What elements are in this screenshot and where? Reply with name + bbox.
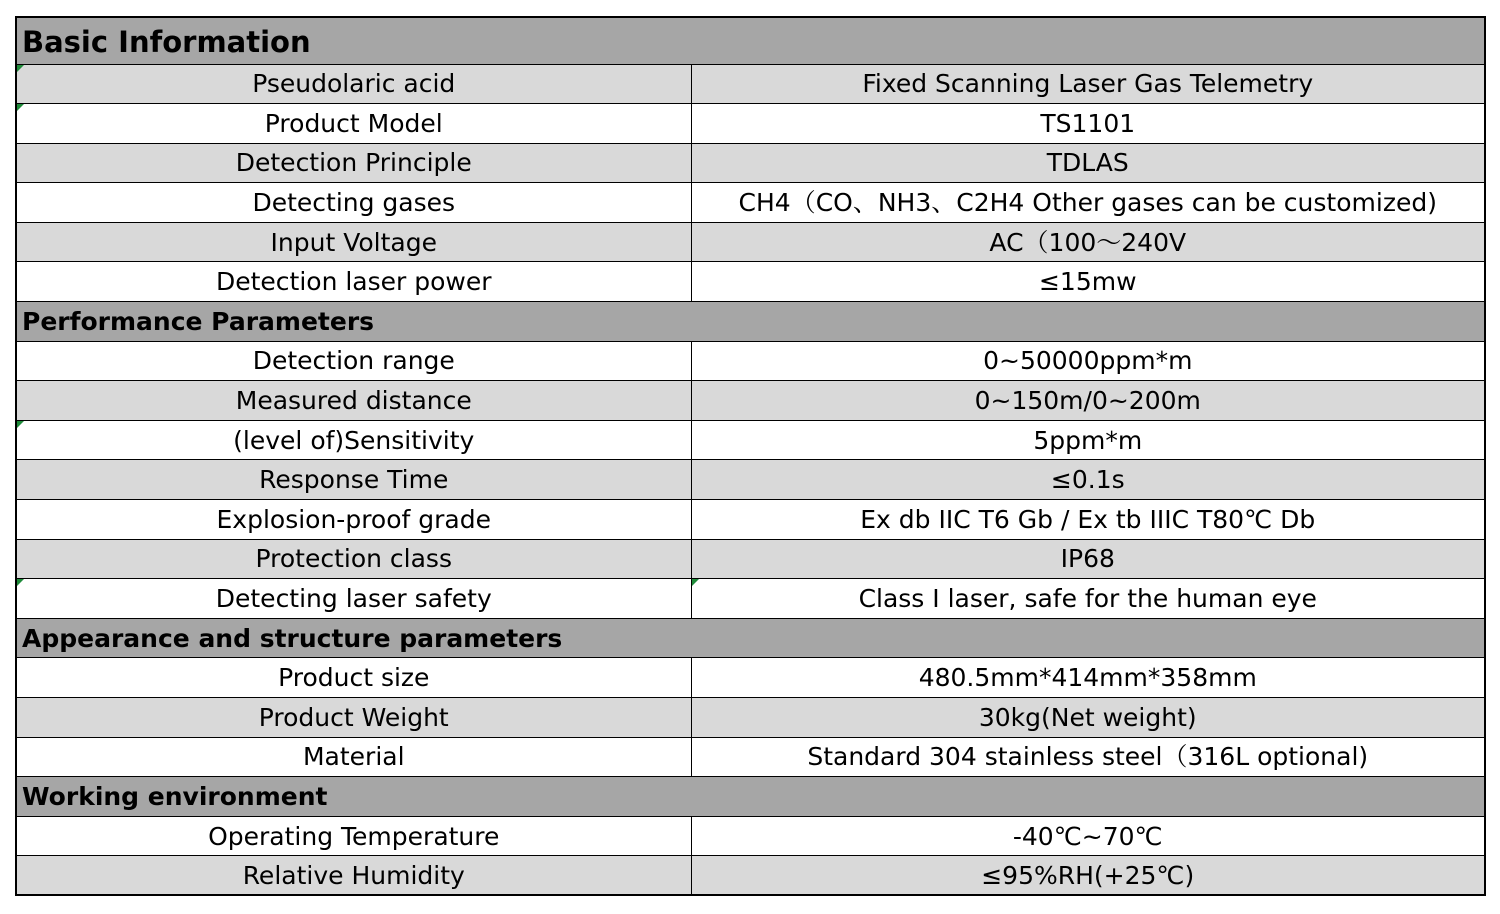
table-row [16,737,1485,777]
section-header-appearance-structure [16,618,1485,658]
row-value: ≤0.1s [691,460,1485,500]
table-row [16,143,1485,183]
row-value: ≤95%RH(+25℃) [691,856,1485,896]
section-header-basic-information [16,17,1485,64]
table-row [16,539,1485,579]
table-row [16,341,1485,381]
row-label: Operating Temperature [16,816,691,856]
table-row [16,579,1485,619]
row-label: (level of)Sensitivity [16,420,691,460]
table-row [16,460,1485,500]
row-label: Detection range [16,341,691,381]
row-value: IP68 [691,539,1485,579]
row-value: Ex db IIC T6 Gb / Ex tb IIIC T80℃ Db [691,500,1485,540]
row-label: Pseudolaric acid [16,64,691,104]
section-title: Working environment [16,777,1485,817]
row-label: Explosion-proof grade [16,500,691,540]
row-value: ≤15mw [691,262,1485,302]
row-label: Detecting gases [16,183,691,223]
row-value: TDLAS [691,143,1485,183]
row-label: Relative Humidity [16,856,691,896]
table-row [16,500,1485,540]
table-row [16,262,1485,302]
row-value: AC（100～240V [691,222,1485,262]
row-label: Detection Principle [16,143,691,183]
row-value: -40℃~70℃ [691,816,1485,856]
section-title: Appearance and structure parameters [16,618,1485,658]
row-value: 5ppm*m [691,420,1485,460]
table-row [16,420,1485,460]
row-label: Protection class [16,539,691,579]
table-row [16,816,1485,856]
row-value: TS1101 [691,104,1485,144]
table-row [16,381,1485,421]
row-label: Measured distance [16,381,691,421]
row-label: Product size [16,658,691,698]
row-label: Product Model [16,104,691,144]
row-label: Material [16,737,691,777]
row-value: 480.5mm*414mm*358mm [691,658,1485,698]
table-row [16,104,1485,144]
table-row [16,658,1485,698]
table-row [16,856,1485,896]
row-label: Detecting laser safety [16,579,691,619]
row-value: Standard 304 stainless steel（316L optional) [691,737,1485,777]
section-header-working-environment [16,777,1485,817]
row-label: Response Time [16,460,691,500]
row-value: 30kg(Net weight) [691,698,1485,738]
table-row [16,698,1485,738]
row-label: Product Weight [16,698,691,738]
table-row [16,222,1485,262]
row-value: 0~150m/0~200m [691,381,1485,421]
row-label: Detection laser power [16,262,691,302]
row-value: 0~50000ppm*m [691,341,1485,381]
row-value: Fixed Scanning Laser Gas Telemetry [691,64,1485,104]
spec-table [15,16,1486,896]
section-title: Basic Information [16,17,1485,64]
row-value: Class I laser, safe for the human eye [691,579,1485,619]
row-value: CH4（CO、NH3、C2H4 Other gases can be customized) [691,183,1485,223]
row-label: Input Voltage [16,222,691,262]
section-header-performance-parameters [16,302,1485,342]
table-row [16,183,1485,223]
section-title: Performance Parameters [16,302,1485,342]
table-row [16,64,1485,104]
